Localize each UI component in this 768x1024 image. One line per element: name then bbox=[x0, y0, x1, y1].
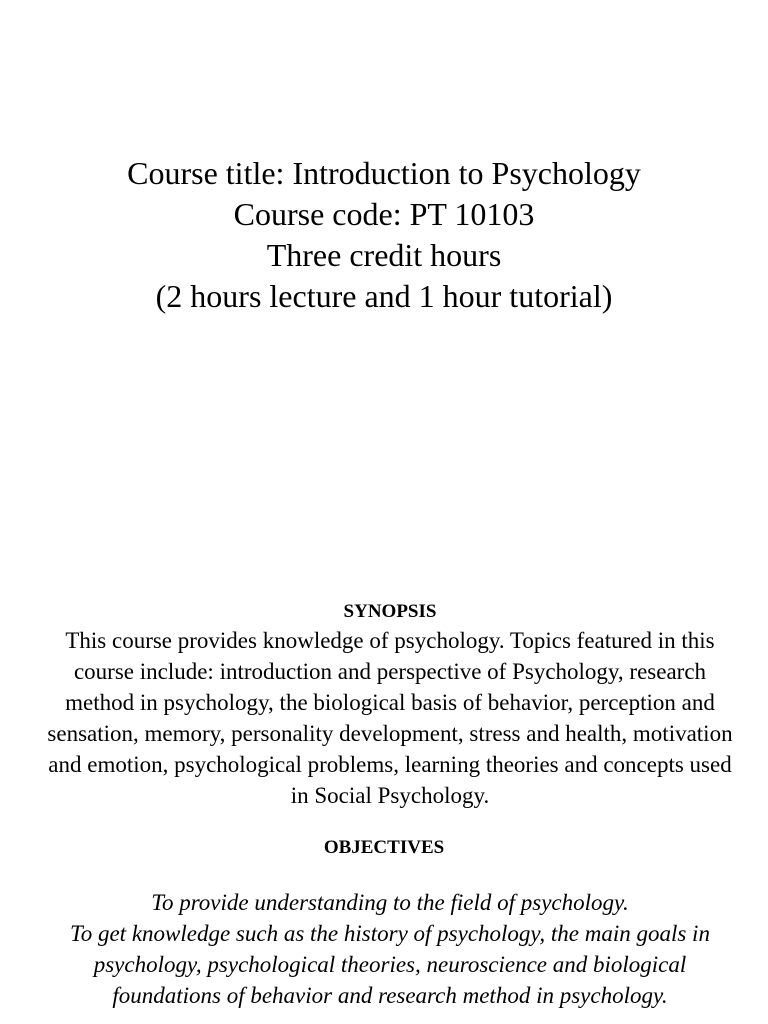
synopsis-body: This course provides knowledge of psychology. Topics featured in this course include: introduction and perspective of Psychology, research method in psychology, the biological basis of behavior, perception and sensation, memory, personality development, stress and health, motivation and emotion, psychological problems, learning theories and concepts used in Social Psychology. bbox=[47, 628, 733, 808]
hours-breakdown: (2 hours lecture and 1 hour tutorial) bbox=[155, 278, 613, 314]
course-title: Course title: Introduction to Psychology bbox=[127, 155, 641, 191]
objectives-section-heading bbox=[0, 836, 768, 860]
course-code: Course code: PT 10103 bbox=[233, 196, 535, 232]
synopsis-section bbox=[40, 600, 740, 811]
objectives-list bbox=[40, 887, 740, 1011]
synopsis-heading: SYNOPSIS bbox=[343, 601, 437, 622]
objectives-heading: OBJECTIVES bbox=[323, 837, 445, 858]
course-header bbox=[0, 153, 768, 317]
credit-hours: Three credit hours bbox=[266, 237, 502, 273]
objective-item: To get knowledge such as the history of psychology, the main goals in psychology, psychological theories, neuroscience and biological foundations of behavior and research method in psychology. bbox=[70, 921, 710, 1008]
objective-item: To provide understanding to the field of psychology. bbox=[151, 890, 629, 915]
